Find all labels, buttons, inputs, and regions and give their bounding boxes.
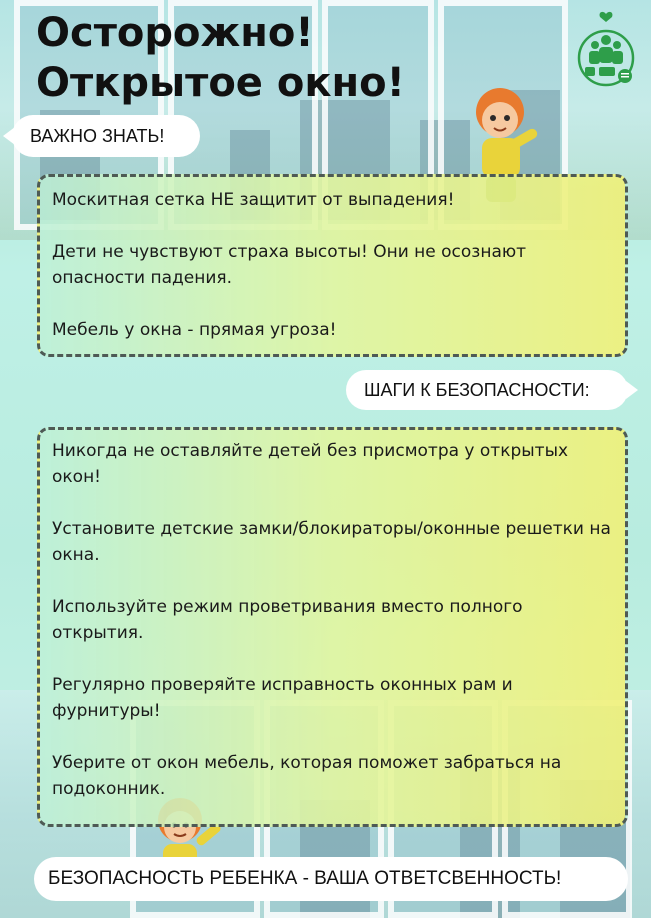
steps-label-bubble — [346, 370, 628, 410]
facts-card — [37, 174, 628, 357]
fact-item: Дети не чувствуют страха высоты! Они не осознают опасности падения. — [52, 242, 527, 288]
step-item: Установите детские замки/блокираторы/оконные решетки на окна. — [52, 519, 611, 565]
step-item: Используйте режим проветривания вместо полного открытия. — [52, 597, 523, 643]
step-item: Никогда не оставляйте детей без присмотра у открытых окон! — [52, 441, 569, 487]
title-line-2: Открытое окно! — [36, 60, 405, 106]
footer-bubble — [34, 857, 628, 901]
fact-item: Мебель у окна - прямая угроза! — [52, 320, 337, 340]
family-group-icon — [576, 10, 636, 90]
step-item: Регулярно проверяйте исправность оконных рам и фурнитуры! — [52, 675, 513, 721]
important-label: ВАЖНО ЗНАТЬ! — [30, 125, 165, 146]
steps-card — [37, 427, 628, 827]
important-label-bubble — [12, 115, 200, 157]
title-line-1: Осторожно! — [36, 10, 314, 56]
step-item: Уберите от окон мебель, которая поможет забраться на подоконник. — [52, 753, 562, 799]
page-title — [36, 8, 556, 108]
footer-text: БЕЗОПАСНОСТЬ РЕБЕНКА - ВАША ОТВЕТСВЕННОСТЬ! — [48, 868, 562, 889]
steps-label: ШАГИ К БЕЗОПАСНОСТИ: — [364, 379, 590, 400]
fact-item: Москитная сетка НЕ защитит от выпадения! — [52, 190, 455, 210]
